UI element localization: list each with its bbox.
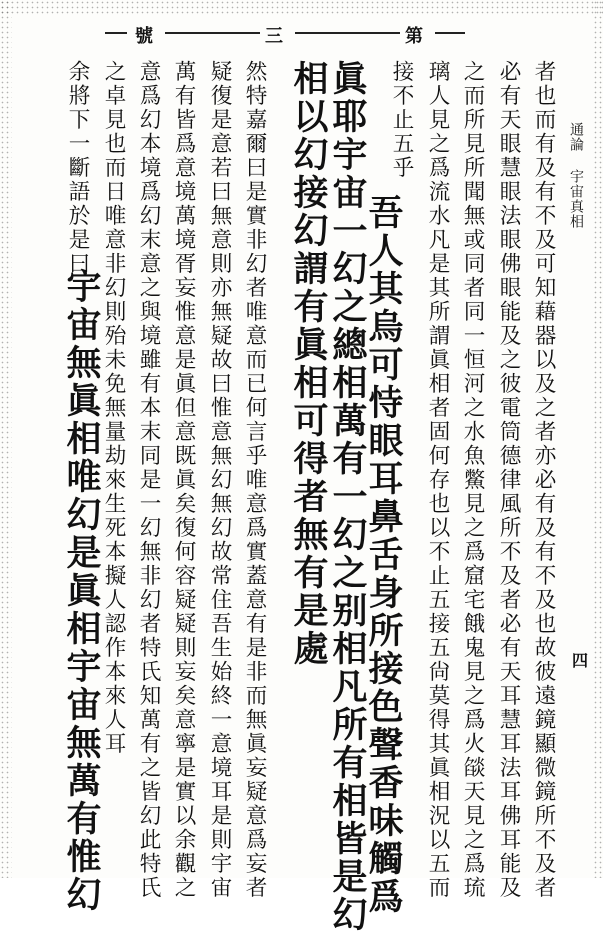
page-header bbox=[105, 10, 465, 50]
text-column: 之而所見所聞無或同者同一恒河之水魚鱉見之爲窟宅餓鬼見之爲火燄天見之爲琉 bbox=[460, 60, 485, 900]
text-column: 必有天眼慧眼法眼佛眼能及之彼電筒德律風所不及者必有天耳慧耳法耳佛耳能及 bbox=[496, 60, 521, 900]
text-column: 相以幻接幻謂有眞相可得者無有是處 bbox=[288, 60, 329, 668]
text-column: 者也而有及有不及可知藉器以及之者亦必有及有不及也故彼遠鏡顯微鏡所不及者 bbox=[531, 60, 556, 900]
header-label-right: 第 bbox=[405, 26, 425, 47]
header-rule bbox=[295, 32, 400, 34]
header-label-left: 號 bbox=[135, 26, 155, 47]
running-head: 通論 宇宙真相 bbox=[568, 122, 584, 229]
header-rule bbox=[105, 32, 127, 34]
text-column: 接不止五乎 bbox=[389, 60, 414, 180]
text-column: 萬有皆爲意境萬境胥妄惟意是眞但意既眞矣復何容疑疑則妄矣意寧是實以余觀之 bbox=[171, 60, 196, 900]
header-label-middle: 三 bbox=[265, 26, 285, 47]
text-column: 吾人其烏可恃眼耳鼻舌身所接色聲香味觸爲 bbox=[363, 194, 404, 916]
scan-noise bbox=[593, 0, 603, 878]
header-rule bbox=[435, 32, 465, 34]
text-column: 璃人見之爲流水凡是其所謂眞相者固何存也以不止五接五尙莫得其眞相況以五而 bbox=[425, 60, 450, 900]
text-column: 然特嘉爾曰是實非幻者唯意而已何言乎唯意爲實蓋意有是非而無眞妄疑意爲妄者 bbox=[242, 60, 267, 900]
text-column: 意爲幻本境爲幻末意之與境雖有本末同是一幻無非幻者特氏知萬有之皆幻此特氏 bbox=[136, 60, 161, 900]
text-column: 眞耶宇宙一幻之總相萬有一幻之别相凡所有相皆是幻 bbox=[327, 60, 368, 934]
text-column: 宇宙無眞相唯幻是眞相宇宙無萬有惟幻 bbox=[61, 268, 102, 914]
page-number: 四 bbox=[572, 651, 589, 670]
text-column: 之卓見也而日唯意非幻則殆未免無量劫來生死本擬人認作本來人耳 bbox=[101, 60, 126, 756]
header-rule bbox=[165, 32, 260, 34]
text-column: 疑復是意若曰無意則亦無疑故曰惟意無幻無幻故常住吾生始終一意境耳是則宇宙 bbox=[207, 60, 232, 900]
text-column: 余將下一斷語於是曰 bbox=[65, 60, 90, 276]
scan-noise bbox=[0, 0, 12, 878]
